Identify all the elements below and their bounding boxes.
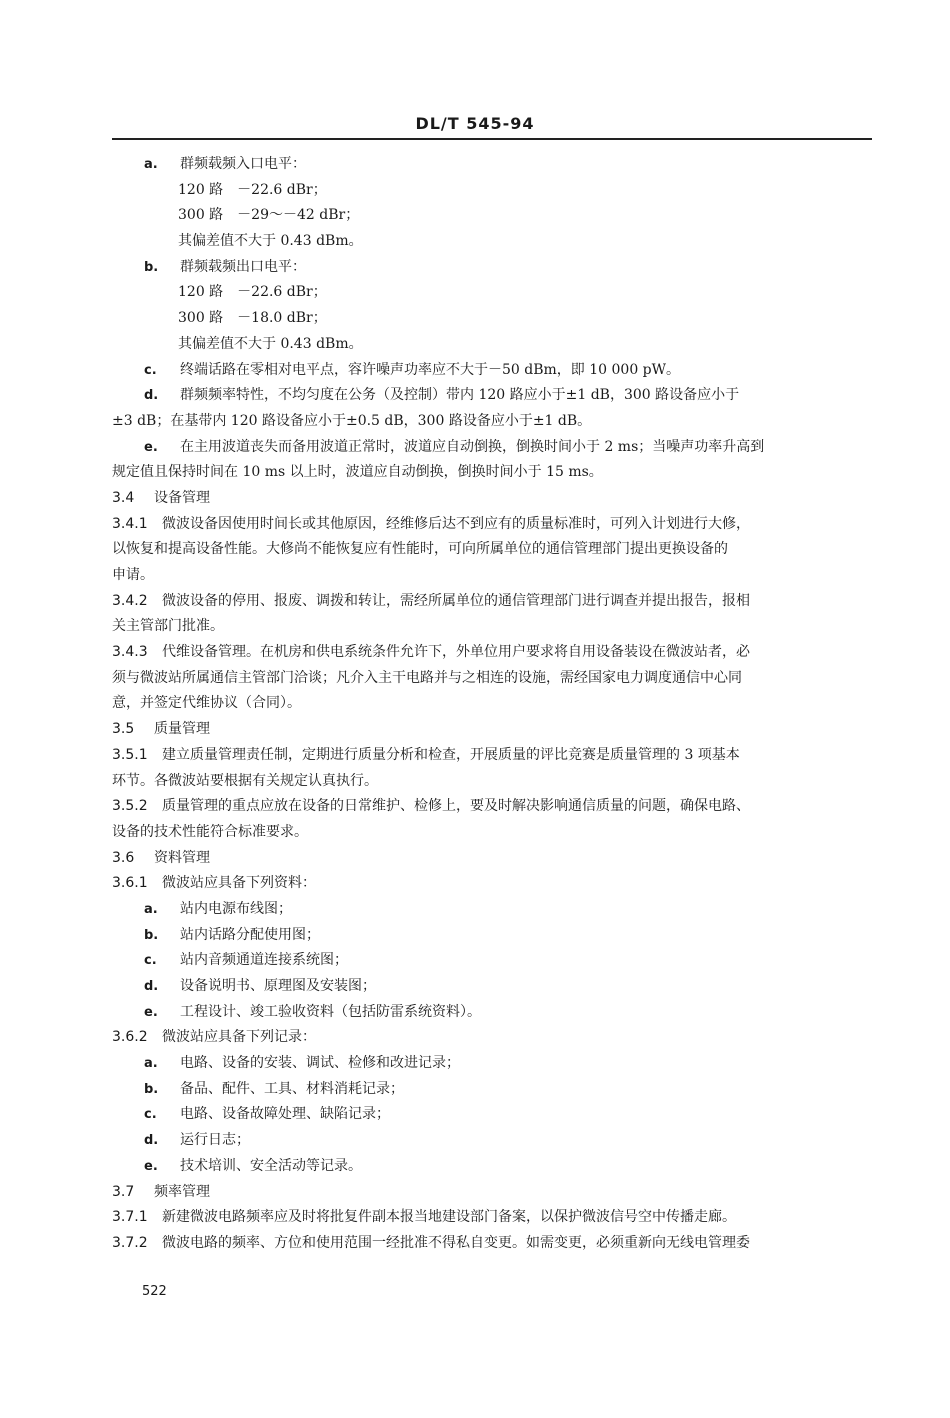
section-3-4-1-line-3: 申请。 [112, 567, 154, 583]
section-3-7-2: 3.7.2 微波电路的频率、方位和使用范围一经批准不得私自变更。如需变更，必须重新向无线电管理委 [112, 1234, 750, 1251]
section-3-4-2-line-2: 关主管部门批准。 [112, 618, 224, 635]
section-3-4-3-line-3: 意，并签定代维协议（合同）。 [112, 695, 301, 712]
section-3-5-2-line-1: 3.5.2 质量管理的重点应放在设备的日常维护、检修上，要及时解决影响通信质量的问题，确保电路、 [112, 798, 750, 815]
section-3-4-1-line-2: 以恢复和提高设备性能。大修尚不能恢复应有性能时，可向所属单位的通信管理部门提出更换设备的 [112, 541, 728, 558]
section-3-7-1: 3.7.1 新建微波电路频率应及时将批复件副本报当地建设部门备案，以保护微波信号空中传播走廊。 [112, 1209, 736, 1226]
section-3-4-2-line-1: 3.4.2 微波设备的停用、报废、调拨和转让，需经所属单位的通信管理部门进行调查并提出报告，报相 [112, 592, 750, 609]
item-b-sub-2: 300 路 －18.0 dBr； [178, 310, 327, 327]
item-d-line-1: d. 群频频率特性，不均匀度在公务（及控制）带内 120 路应小于±1 dB，300 路设备应小于 [144, 387, 740, 404]
list-item: b. 站内话路分配使用图； [144, 926, 320, 943]
section-3-4-1-line-1: 3.4.1 微波设备因使用时间长或其他原因，经维修后达不到应有的质量标准时，可列入计划进行大修， [112, 515, 750, 532]
section-3-4-3-line-2: 须与微波站所属通信主管部门洽谈；凡介入主干电路并与之相连的设施，需经国家电力调度通信中心同 [112, 669, 742, 686]
list-item: c. 电路、设备故障处理、缺陷记录； [144, 1106, 390, 1123]
list-item: c. 站内音频通道连接系统图； [144, 952, 348, 969]
item-a-sub-3: 其偏差值不大于 0.43 dBm。 [178, 233, 363, 250]
page-number: 522 [142, 1284, 167, 1299]
list-item: d. 运行日志； [144, 1132, 250, 1149]
section-3-5-2-line-2: 设备的技术性能符合标准要求。 [112, 823, 308, 840]
item-b: b. 群频载频出口电平： [144, 258, 306, 275]
list-item: a. 站内电源布线图； [144, 900, 292, 917]
item-b-sub-1: 120 路 －22.6 dBr； [178, 284, 327, 301]
item-a-sub-1: 120 路 －22.6 dBr； [178, 181, 327, 198]
section-3-4-3-line-1: 3.4.3 代维设备管理。在机房和供电系统条件允许下，外单位用户要求将自用设备装设在微波站者，必 [112, 644, 750, 661]
item-c: c. 终端话路在零相对电平点，容许噪声功率应不大于－50 dBm，即 10 000 pW。 [144, 361, 681, 378]
section-3-5-heading: 3.5 质量管理 [112, 721, 210, 738]
item-e-line-2: 规定值且保持时间在 10 ms 以上时，波道应自动倒换，倒换时间小于 15 ms。 [112, 464, 603, 481]
item-b-sub-3: 其偏差值不大于 0.43 dBm。 [178, 335, 363, 352]
section-3-6-heading: 3.6 资料管理 [112, 849, 210, 866]
item-d-line-2: ±3 dB；在基带内 120 路设备应小于±0.5 dB，300 路设备应小于±1 dB。 [112, 412, 592, 429]
list-item: e. 技术培训、安全活动等记录。 [144, 1157, 362, 1174]
header-rule [112, 138, 872, 140]
list-item: b. 备品、配件、工具、材料消耗记录； [144, 1080, 404, 1097]
list-item: d. 设备说明书、原理图及安装图； [144, 978, 376, 994]
section-3-7-heading: 3.7 频率管理 [112, 1183, 210, 1200]
section-3-6-1-heading: 3.6.1 微波站应具备下列资料： [112, 875, 316, 892]
section-3-5-1-line-1: 3.5.1 建立质量管理责任制，定期进行质量分析和检查，开展质量的评比竞赛是质量管理的 3 项基本 [112, 746, 740, 763]
list-item: e. 工程设计、竣工验收资料（包括防雷系统资料）。 [144, 1003, 481, 1020]
section-3-5-1-line-2: 环节。各微波站要根据有关规定认真执行。 [112, 772, 378, 789]
item-a: a. 群频载频入口电平： [144, 156, 306, 172]
document-code-header: DL/T 545-94 [415, 114, 535, 133]
section-3-4-heading: 3.4 设备管理 [112, 489, 210, 506]
list-item: a. 电路、设备的安装、调试、检修和改进记录； [144, 1055, 460, 1072]
page-body [112, 152, 872, 1257]
section-3-6-2-heading: 3.6.2 微波站应具备下列记录： [112, 1029, 316, 1046]
item-e-line-1: e. 在主用波道丧失而备用波道正常时，波道应自动倒换，倒换时间小于 2 ms；当噪声功率升高到 [144, 438, 765, 455]
item-a-sub-2: 300 路 －29～－42 dBr； [178, 207, 360, 224]
